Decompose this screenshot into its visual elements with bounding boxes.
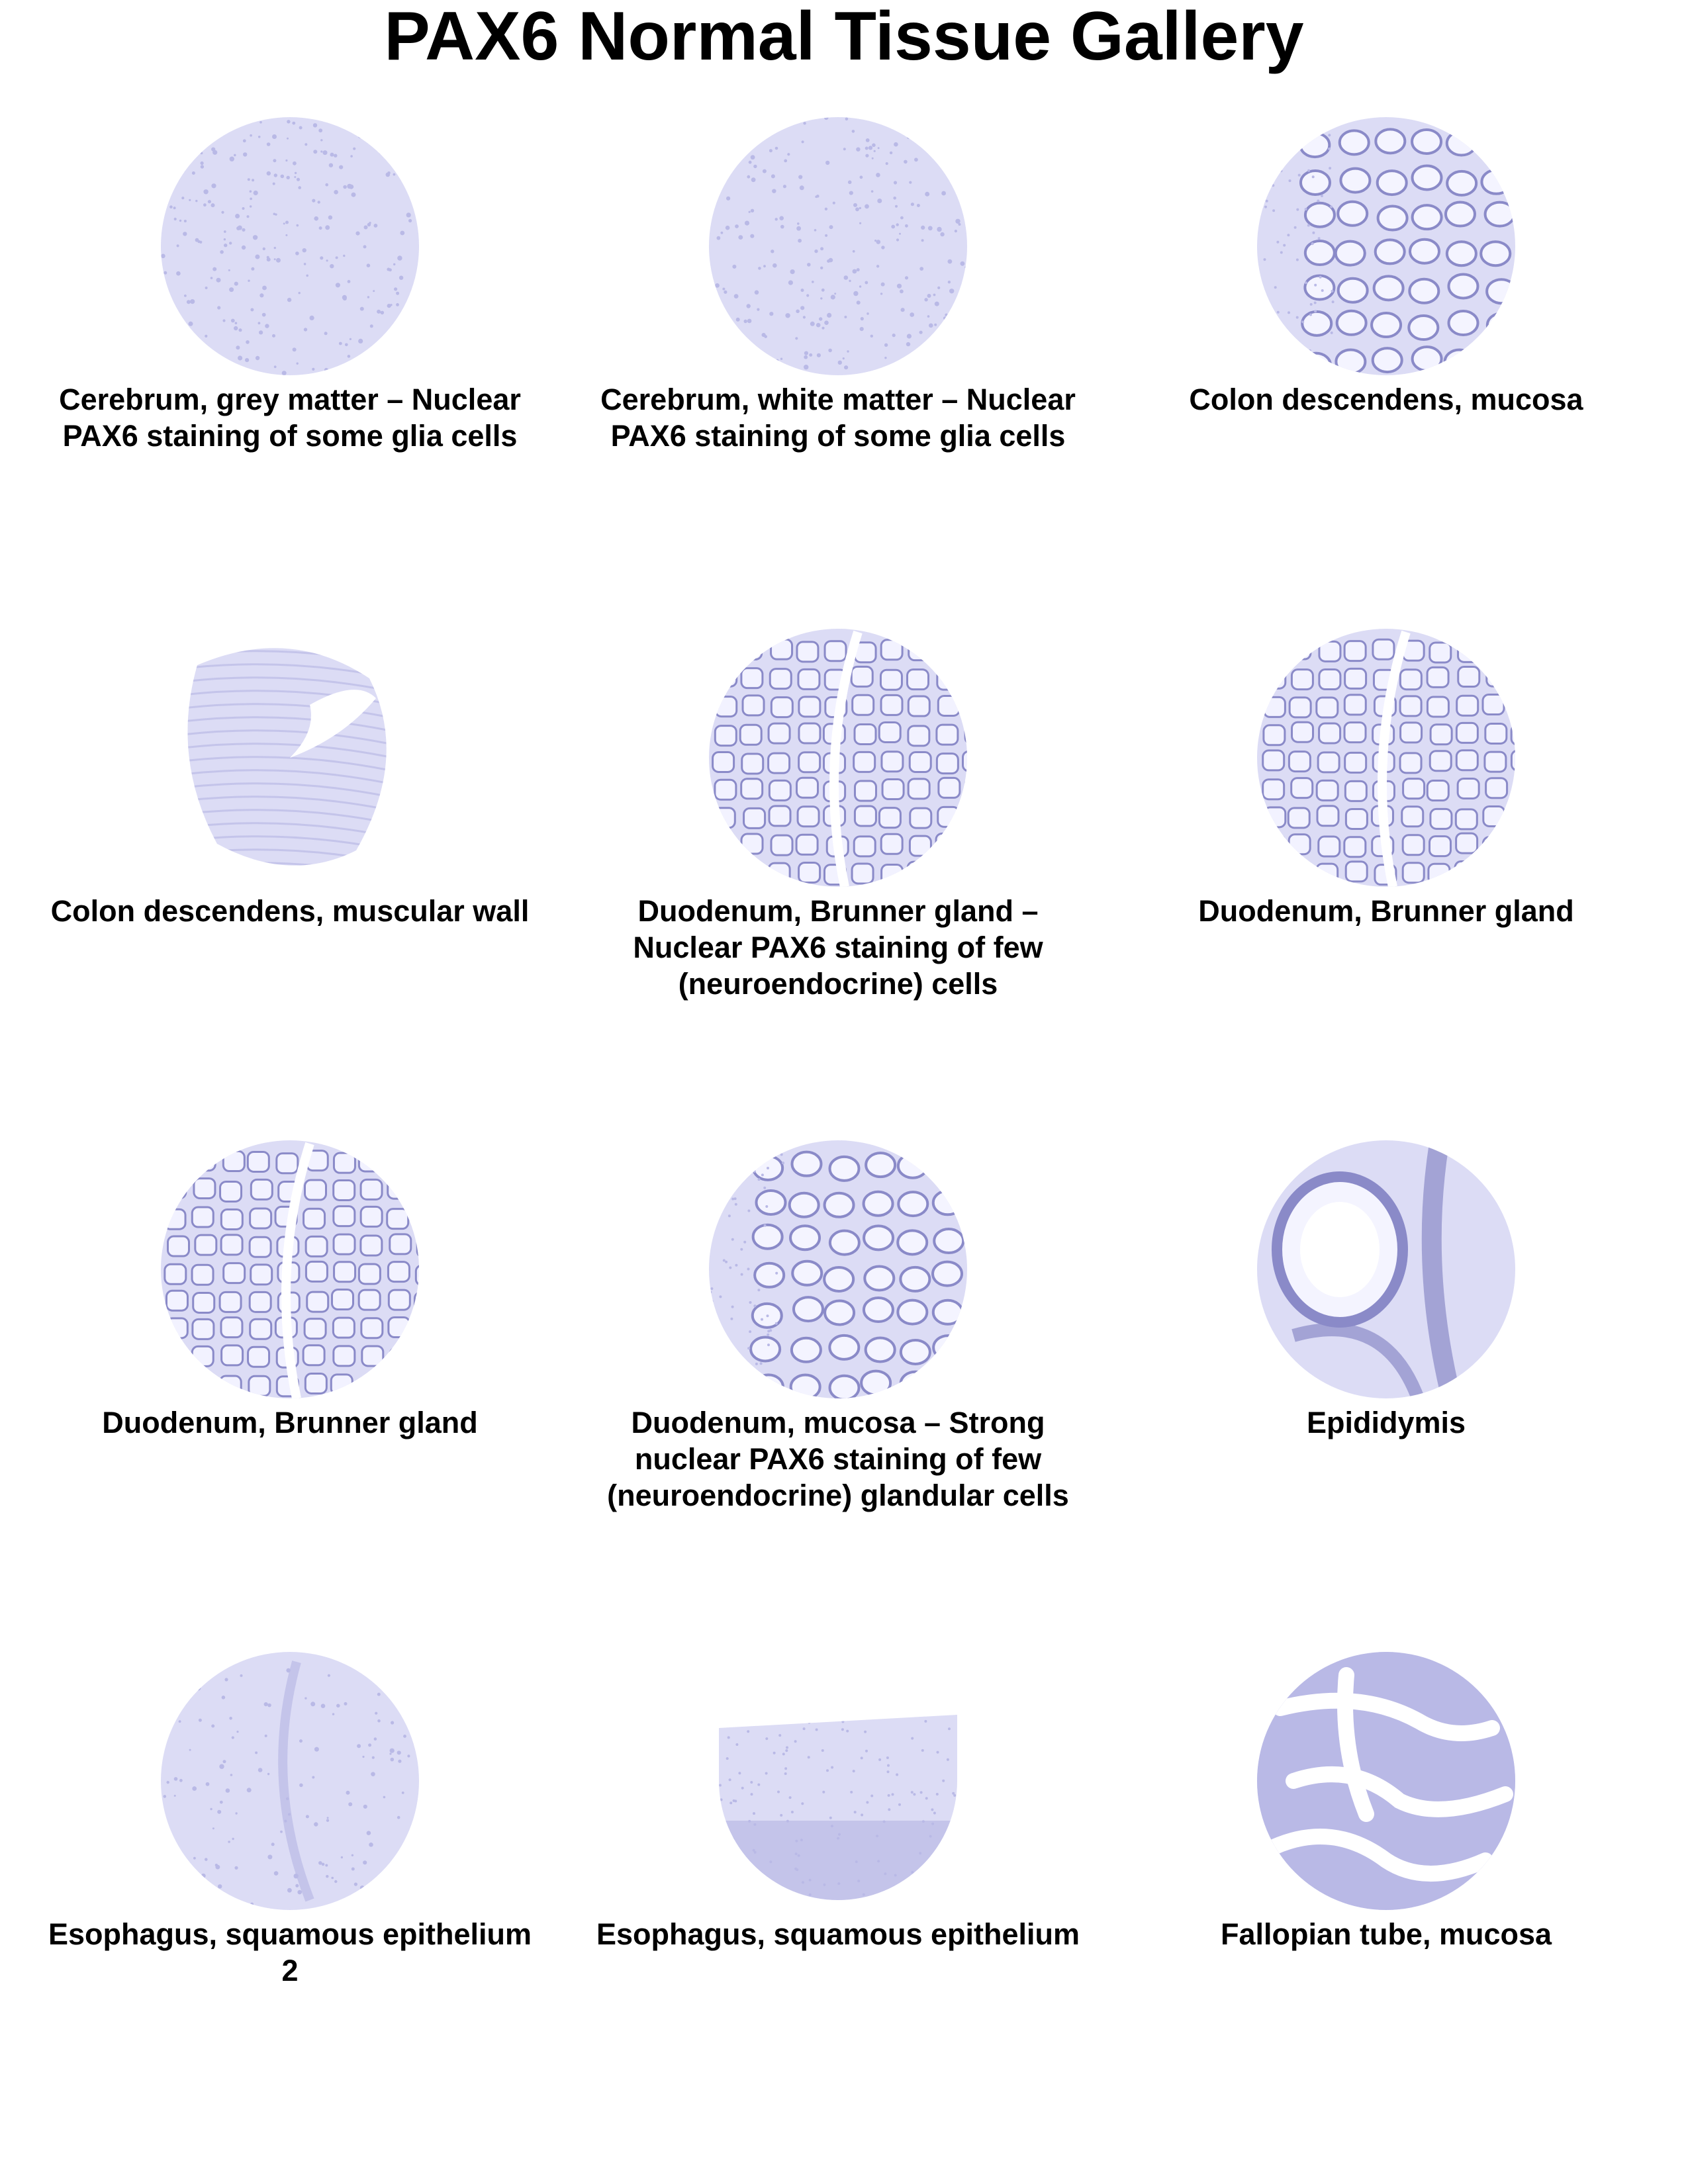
tissue-tile xyxy=(38,625,541,929)
tissue-image xyxy=(158,1137,422,1402)
page-title: PAX6 Normal Tissue Gallery xyxy=(384,0,1304,75)
tissue-tile xyxy=(1135,114,1638,418)
tissue-image xyxy=(1254,114,1519,379)
tissue-image xyxy=(158,1649,422,1913)
tissue-tile xyxy=(38,1649,541,1989)
tissue-caption: Cerebrum, white matter – Nuclear PAX6 staining of some glia cells xyxy=(600,383,1076,453)
tissue-tile xyxy=(38,1137,541,1441)
tissue-caption: Duodenum, mucosa – Strong nuclear PAX6 staining of few (neuroendocrine) glandular cells xyxy=(607,1406,1069,1512)
tissue-tile xyxy=(586,1137,1090,1514)
tissue-caption: Esophagus, squamous epithelium 2 xyxy=(48,1917,532,1987)
tissue-tile xyxy=(1135,1137,1638,1441)
tissue-tile xyxy=(586,1649,1090,1952)
tissue-caption: Colon descendens, muscular wall xyxy=(50,894,530,928)
tissue-image xyxy=(158,625,422,890)
tissue-caption: Duodenum, Brunner gland xyxy=(1198,894,1574,928)
tissue-image xyxy=(1254,1649,1519,1913)
tissue-caption: Epididymis xyxy=(1306,1406,1466,1439)
tissue-tile xyxy=(586,114,1090,454)
tissue-image xyxy=(706,1137,970,1402)
tissue-caption: Duodenum, Brunner gland xyxy=(102,1406,478,1439)
tissue-caption: Cerebrum, grey matter – Nuclear PAX6 staining of some glia cells xyxy=(59,383,521,453)
tissue-image xyxy=(706,625,970,890)
tissue-image xyxy=(158,114,422,379)
tissue-caption: Esophagus, squamous epithelium xyxy=(596,1917,1080,1951)
tissue-tile xyxy=(1135,625,1638,929)
tissue-image xyxy=(706,1649,970,1913)
tissue-tile xyxy=(1135,1649,1638,1952)
tissue-tile xyxy=(38,114,541,454)
tissue-image xyxy=(706,114,970,379)
tissue-tile xyxy=(586,625,1090,1002)
tissue-caption: Colon descendens, mucosa xyxy=(1189,383,1583,416)
tissue-caption: Duodenum, Brunner gland – Nuclear PAX6 staining of few (neuroendocrine) cells xyxy=(633,894,1043,1001)
tissue-caption: Fallopian tube, mucosa xyxy=(1220,1917,1552,1951)
tissue-image xyxy=(1254,1137,1519,1402)
tissue-image xyxy=(1254,625,1519,890)
